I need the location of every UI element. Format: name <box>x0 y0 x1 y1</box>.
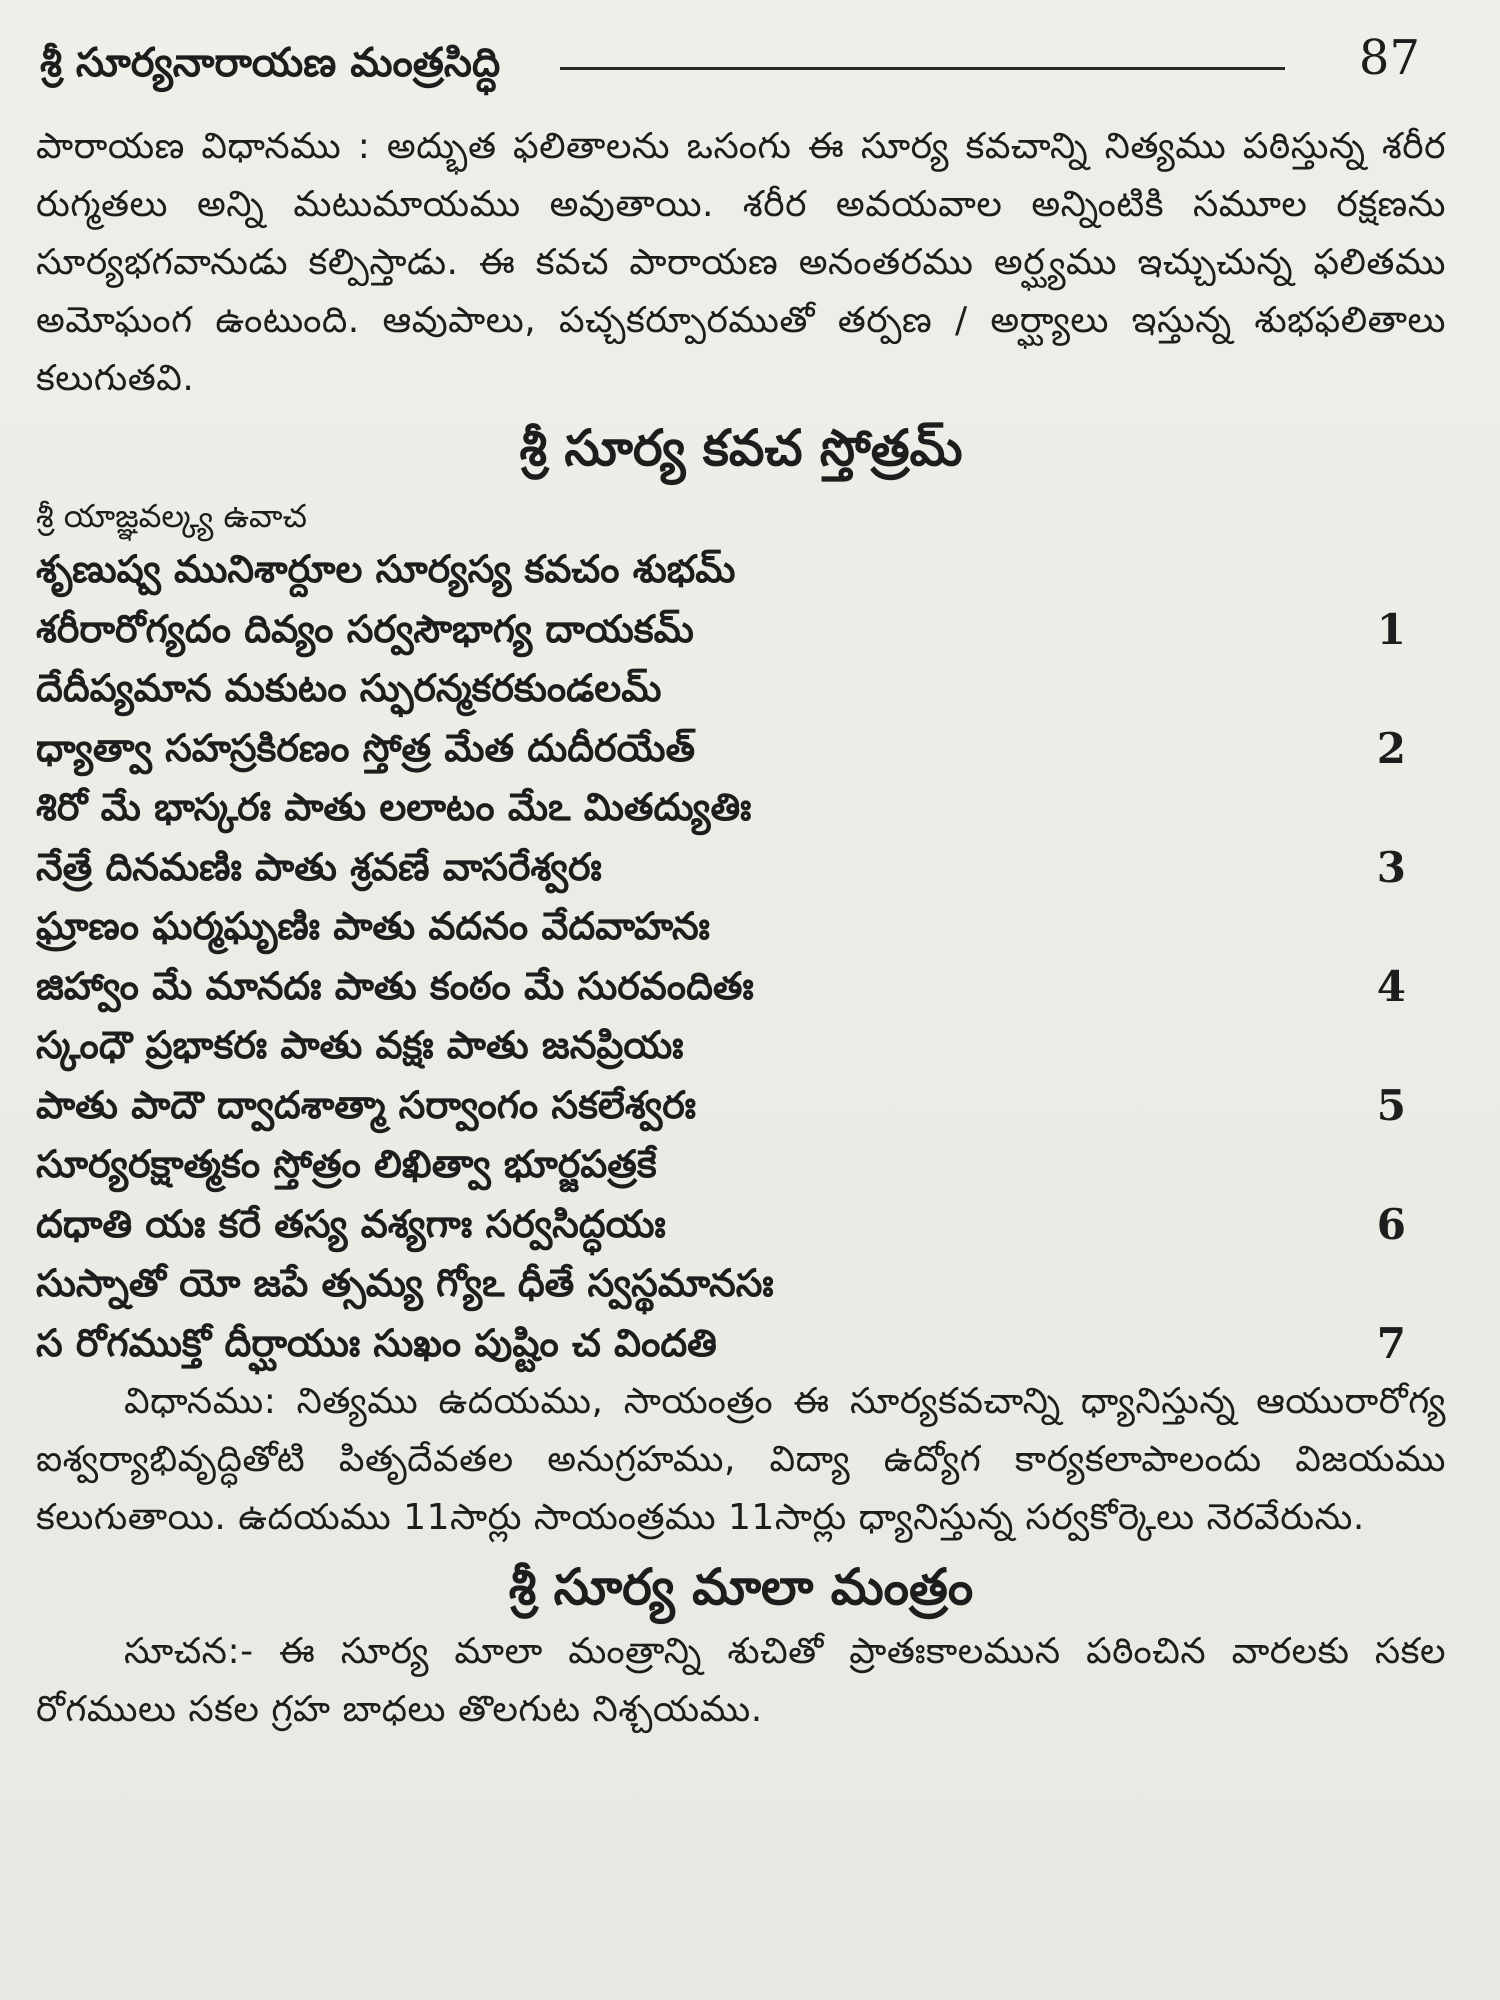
verse-text: శరీరారోగ్యదం దివ్యం సర్వసౌభాగ్య దాయకమ్ <box>36 606 694 651</box>
verse-text: సూర్యరక్షాత్మకం స్తోత్రం లిఖిత్వా భూర్జపత్రకే <box>36 1142 657 1186</box>
verse-number: 3 <box>1376 842 1406 892</box>
verse-line <box>36 719 1446 779</box>
verse-list <box>36 540 1446 1373</box>
verse-text: పాతు పాదౌ ద్వాదశాత్మా సర్వాంగం సకలేశ్వరః <box>36 1082 697 1127</box>
verse-line <box>36 540 1446 600</box>
intro-paragraph: పారాయణ విధానము : అద్భుత ఫలితాలను ఒసంగు ఈ సూర్య కవచాన్ని నిత్యము పఠిస్తున్న శరీర రుగ్మతలు అన్ని మటుమాయము అవుతాయి. శరీర అవయవాల అన్నింటికి సమూల రక్షణను సూర్యభగవానుడు కల్పిస్తాడు. ఈ కవచ పారాయణ అనంతరము అర్ఘ్యము ఇచ్చుచున్న ఫలితము అమోఘంగ ఉంటుంది. ఆవుపాలు, పచ్చకర్పూరముతో తర్పణ / అర్ఘ్యాలు ఇస్తున్న శుభఫలితాలు కలుగుతవి. <box>36 126 1446 399</box>
verse-text: శృణుష్వ మునిశార్దూల సూర్యస్య కవచం శుభమ్ <box>36 547 736 591</box>
verse-line <box>36 1135 1446 1195</box>
verse-text: ఘ్రాణం ఘర్మఘృణిః పాతు వదనం వేదవాహనః <box>36 904 710 948</box>
verse-line <box>36 897 1446 957</box>
verse-text: ధ్యాత్వా సహస్రకిరణం స్తోత్ర మేత దుదీరయేత్ <box>36 725 696 770</box>
verse-number: 6 <box>1376 1199 1406 1249</box>
verse-line <box>36 1314 1446 1374</box>
verse-line <box>36 957 1446 1017</box>
verse-text: దేదీప్యమాన మకుటం స్ఫురన్మకరకుండలమ్ <box>36 666 662 710</box>
verse-line <box>36 778 1446 838</box>
verse-text: స్కంధౌ ప్రభాకరః పాతు వక్షః పాతు జనప్రియః <box>36 1023 684 1067</box>
mala-mantram-heading: శ్రీ సూర్య మాలా మంత్రం <box>508 1558 974 1616</box>
verse-line <box>36 1016 1446 1076</box>
verse-number: 2 <box>1376 723 1406 773</box>
verse-number: 1 <box>1376 604 1406 654</box>
verse-text: స రోగముక్తో దీర్ఘాయుః సుఖం పుష్టిం చ విందతి <box>36 1320 717 1365</box>
running-title: శ్రీ సూర్యనారాయణ మంత్రసిద్ధి <box>40 40 501 86</box>
verse-line <box>36 659 1446 719</box>
page-header <box>40 30 1460 100</box>
verse-text: దధాతి యః కరే తస్య వశ్యగాః సర్వసిద్ధయః <box>36 1201 666 1246</box>
verse-line <box>36 1254 1446 1314</box>
verse-line <box>36 1076 1446 1136</box>
suchana-paragraph: సూచన:- ఈ సూర్య మాలా మంత్రాన్ని శుచితో ప్రాతఃకాలమున పఠించిన వారలకు సకల రోగములు సకల గ్రహ బాధలు తొలగుట నిశ్చయము. <box>36 1631 1446 1730</box>
verse-number: 7 <box>1376 1318 1406 1368</box>
vidhanam-paragraph: విధానము: నిత్యము ఉదయము, సాయంత్రం ఈ సూర్యకవచాన్ని ధ్యానిస్తున్న ఆయురారోగ్య ఐశ్వర్యాభివృద్ధితోటి పితృదేవతల అనుగ్రహము, విద్యా ఉద్యోగ కార్యకలాపాలందు విజయము కలుగుతాయి. ఉదయము 11సార్లు సాయంత్రము 11సార్లు ధ్యానిస్తున్న సర్వకోర్కెలు నెరవేరును. <box>36 1381 1446 1538</box>
page-content <box>36 118 1446 1739</box>
verse-line <box>36 600 1446 660</box>
header-rule <box>560 67 1285 70</box>
verse-text: జిహ్వాం మే మానదః పాతు కంఠం మే సురవందితః <box>36 963 754 1008</box>
verse-text: నేత్రే దినమణిః పాతు శ్రవణే వాసరేశ్వరః <box>36 844 602 889</box>
page-number: 87 <box>1358 30 1420 86</box>
verse-line <box>36 1195 1446 1255</box>
verse-text: శిరో మే భాస్కరః పాతు లలాటం మేఽ మితద్యుతిః <box>36 785 752 829</box>
verse-number: 5 <box>1376 1080 1406 1130</box>
verse-number: 4 <box>1376 961 1406 1011</box>
speaker-line: శ్రీ యాజ్ఞవల్క్య ఉవాచ <box>36 497 307 535</box>
verse-text: సుస్నాతో యో జపే త్సమ్య గ్యోఽ ధీతే స్వస్థమానసః <box>36 1261 774 1305</box>
verse-line <box>36 838 1446 898</box>
kavacham-heading: శ్రీ సూర్య కవచ స్తోత్రమ్ <box>519 419 963 477</box>
